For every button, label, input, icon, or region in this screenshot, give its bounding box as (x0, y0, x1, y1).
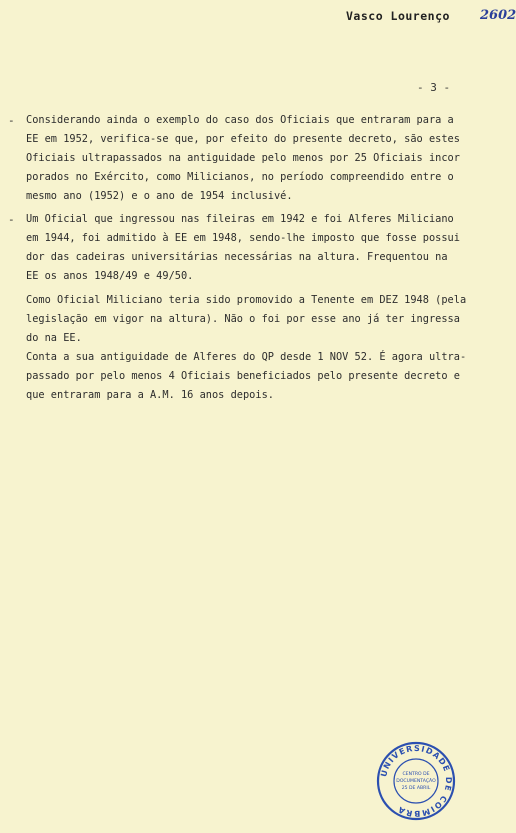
text-line: que entraram para a A.M. 16 anos depois. (26, 389, 274, 401)
text-line: legislação em vigor na altura). Não o foi por esse ano já ter ingressa (26, 313, 460, 325)
author-name: Vasco Lourenço (346, 9, 450, 23)
svg-text:CENTRO DE: CENTRO DE (402, 772, 430, 777)
text-line: porados no Exército, como Milicianos, no período compreendido entre o (26, 171, 454, 183)
text-line: Um Oficial que ingressou nas fileiras em 1942 e foi Alferes Miliciano (26, 213, 454, 225)
text-line: do na EE. (26, 332, 82, 344)
text-line: Conta a sua antiguidade de Alferes do QP desde 1 NOV 52. É agora ultra- (26, 351, 467, 363)
archive-stamp (375, 740, 457, 822)
page-number: - 3 - (417, 81, 451, 94)
text-line: mesmo ano (1952) e o ano de 1954 inclusivé. (26, 190, 293, 202)
svg-text:DOCUMENTAÇÃO: DOCUMENTAÇÃO (396, 779, 436, 784)
svg-text:UNIVERSIDADE DE COIMBRA: UNIVERSIDADE DE COIMBRA (379, 743, 454, 819)
text-line: em 1944, foi admitido à EE em 1948, sendo-lhe imposto que fosse possui (26, 232, 460, 244)
text-line: dor das cadeiras universitárias necessárias na altura. Frequentou na (26, 251, 448, 263)
text-line: Como Oficial Miliciano teria sido promovido a Tenente em DEZ 1948 (pela (26, 294, 467, 306)
text-line: EE os anos 1948/49 e 49/50. (26, 270, 194, 282)
text-line: Oficiais ultrapassados na antiguidade pelo menos por 25 Oficiais incor (26, 152, 460, 164)
text-line: Considerando ainda o exemplo do caso dos Oficiais que entraram para a (26, 114, 454, 126)
text-line: passado por pelo menos 4 Oficiais beneficiados pelo presente decreto e (26, 370, 460, 382)
svg-text:25 DE ABRIL: 25 DE ABRIL (401, 786, 431, 791)
handwritten-page-number: 2602 (480, 8, 516, 23)
bullet-dash: - (8, 114, 15, 127)
text-line: EE em 1952, verifica-se que, por efeito do presente decreto, são estes (26, 133, 460, 145)
bullet-dash: - (8, 213, 15, 226)
